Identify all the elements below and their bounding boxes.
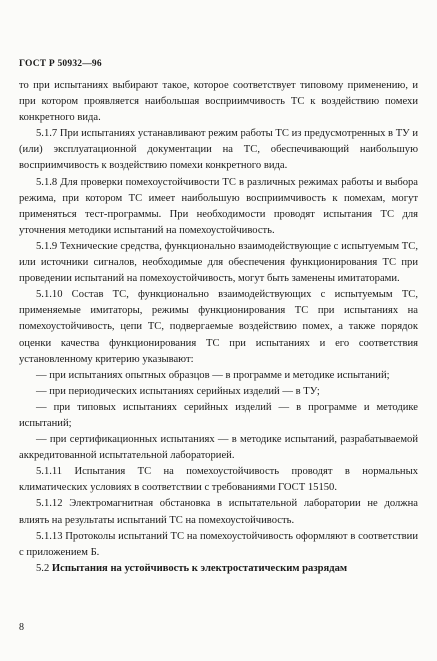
paragraph-5-1-9: 5.1.9 Технические средства, функционально взаимодействующие с испытуемым ТС, или источники сигналов, необходимые для обеспечения функционирования ТС при проведении испытаний на помехоустойчивость, могут быть заменены имитаторами. (19, 240, 418, 285)
paragraph-continuation: то при испытаниях выбирают такое, которое соответствует типовому применению, и при котором проявляется наибольшая восприимчивость ТС к воздействию помехи конкретного вида. (19, 80, 418, 124)
paragraph-5-1-7: 5.1.7 При испытаниях устанавливают режим работы ТС из предусмотренных в ТУ и (или) эксплуатационной документации на ТС, обеспечивающий наибольшую восприимчивость к воздействию помехи конкретного вида. (19, 128, 418, 172)
list-item-certification-tests: — при сертификационных испытаниях — в методике испытаний, разрабатываемой аккредитованной испытательной лабораторией. (19, 434, 418, 462)
body-text (19, 78, 418, 577)
paragraph-5-1-8: 5.1.8 Для проверки помехоустойчивости ТС в различных режимах работы и выбора режима, при котором ТС имеет наибольшую восприимчивость к помехам, могут применяться тест-программы. При необходимости проводят испытания ТС для уточнения методики испытаний на помехоустойчивость. (19, 176, 418, 236)
page-number: 8 (19, 622, 24, 633)
section-heading-5-2 (19, 561, 418, 577)
section-number: 5.2 (36, 562, 50, 574)
list-item-type-tests: — при типовых испытаниях серийных изделий — в программе и методике испытаний; (19, 401, 418, 429)
paragraph-5-1-12: 5.1.12 Электромагнитная обстановка в испытательной лаборатории не должна влиять на результаты испытаний ТС на помехоустойчивость. (19, 498, 418, 526)
standard-header: ГОСТ Р 50932—96 (19, 59, 102, 69)
list-item-prototype-tests: — при испытаниях опытных образцов — в программе и методике испытаний; (36, 369, 390, 381)
paragraph-5-1-11: 5.1.11 Испытания ТС на помехоустойчивость проводят в нормальных климатических условиях в соответствии с требованиями ГОСТ 15150. (19, 466, 418, 494)
section-title: Испытания на устойчивость к электростатическим разрядам (51, 562, 348, 574)
paragraph-5-1-13: 5.1.13 Протоколы испытаний ТС на помехоустойчивость оформляют в соответствии с приложением Б. (19, 530, 418, 558)
list-item-periodic-tests: — при периодических испытаниях серийных изделий — в ТУ; (36, 385, 320, 397)
paragraph-5-1-10: 5.1.10 Состав ТС, функционально взаимодействующих с испытуемым ТС, применяемые имитаторы, режимы функционирования ТС при испытаниях на помехоустойчивость, цепи ТС, подвергаемые воздействию помех, а также порядок оценки качества функционирования ТС при испытаниях и его соответствия установленному критерию указывают: (19, 289, 418, 365)
